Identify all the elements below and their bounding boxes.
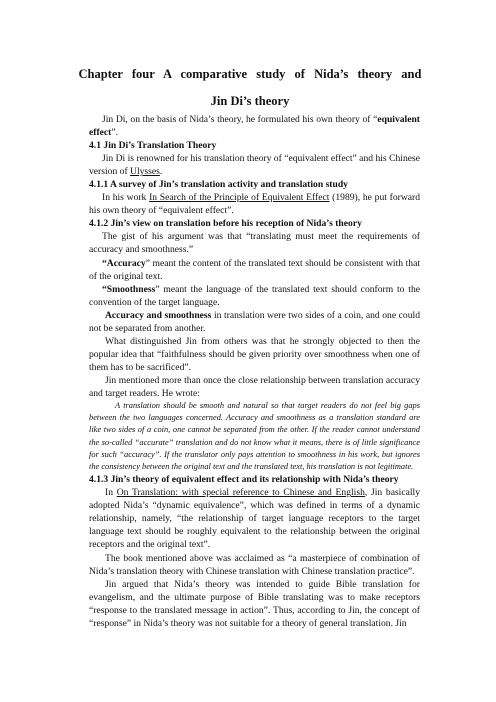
- p41-text-b: .: [159, 166, 163, 178]
- coin-text: in translation were two sides of a coin, and one could not be separated from another.: [89, 309, 420, 334]
- chapter-title-line-2: Jin Di’s theory: [210, 94, 290, 108]
- ulysses-link[interactable]: Ulysses: [130, 166, 160, 178]
- accuracy-text: ” meant the content of the translated text should be consistent with that of the original text.: [89, 257, 420, 282]
- p411-text-a: In his work: [102, 192, 150, 204]
- paragraph-4-1: [89, 152, 420, 178]
- paragraph-coin: [89, 309, 420, 335]
- section-heading-4-1-2: 4.1.2 Jin’s view on translation before his reception of Nida’s theory: [89, 218, 362, 230]
- paragraph-smoothness: [89, 283, 420, 309]
- p411-text-b: (1989), he put forward his own theory of “equivalent effect”.: [89, 192, 420, 217]
- block-quote: A translation should be smooth and natural so that target readers do not feel big gaps between the two languages concerned. Accuracy and smoothness as a translation standard are like two sides of a coin, one cannot be separated from the other. If the reader cannot understand the so-called “accurate” translation and do not know what it means, there is of little significance for such “accuracy”. If the translator only pays attention to smoothness in his work, but ignores the consistency between the original text and the translated text, his translation is not legitimate.: [89, 401, 420, 472]
- paragraph-accuracy: [89, 257, 420, 283]
- paragraph-argued: Jin argued that Nida’s theory was intended to guide Bible translation for evangelism, and the ultimate purpose of Bible translating was to make receptors “response to the translated message in action”. Thus, according to Jin, the concept of “response” in Nida’s theory was not suitable for a theory of general translation. Jin: [89, 578, 420, 629]
- section-heading-4-1-3: 4.1.3 Jin’s theory of equivalent effect and its relationship with Nida’s theory: [89, 474, 399, 486]
- coin-bold: Accuracy and smoothness: [105, 309, 212, 321]
- paragraph-distinguished: What distinguished Jin from others was that he strongly objected to then the popular idea that “faithfulness should be given priority over smoothness when one of them has to be sacrificed”.: [89, 335, 420, 373]
- p413-text-b: , Jin basically adopted Nida’s “dynamic equivalence”, which was defined in terms of a dynamic relationship, namely, “the relationship of target language receptors to the target language text should be roughly equivalent to the relationship between the original receptors and the original text”.: [89, 487, 420, 551]
- section-heading-4-1-1: 4.1.1 A survey of Jin’s translation activity and translation study: [89, 179, 348, 191]
- smoothness-text: ” meant the language of the translated text should conform to the convention of the target language.: [89, 283, 420, 308]
- p413-text-a: In: [105, 487, 117, 499]
- intro-paragraph: [89, 113, 420, 139]
- on-translation-book-link[interactable]: On Translation: with special reference to Chinese and English: [116, 487, 365, 499]
- intro-text-a: Jin Di, on the basis of Nida’s theory, he formulated his own theory of “: [102, 114, 378, 125]
- intro-text-b: ”.: [111, 127, 119, 139]
- paragraph-gist: [89, 230, 420, 256]
- accuracy-bold: “Accuracy: [102, 257, 146, 269]
- paragraph-4-1-1: [89, 191, 420, 217]
- paragraph-mentioned: Jin mentioned more than once the close relationship between translation accuracy and target readers. He wrote:: [89, 374, 420, 399]
- equivalent-effect-book-link[interactable]: In Search of the Principle of Equivalent Effect: [149, 192, 330, 204]
- p41-text-a: Jin Di is renowned for his translation theory of “equivalent effect” and his Chinese version of: [89, 153, 420, 178]
- smoothness-bold: “Smoothness: [102, 283, 156, 295]
- document-body: [89, 113, 420, 630]
- intro-bold-term: equivalent effect: [89, 114, 420, 139]
- gist-text: The gist of his argument was that “translating must meet the requirements of accuracy and smoothness.”: [89, 231, 420, 256]
- chapter-title-line-1: Chapter four A comparative study of Nida’s theory and: [78, 67, 422, 81]
- paragraph-acclaimed: The book mentioned above was acclaimed as “a masterpiece of combination of Nida’s translation theory with Chinese translation with Chinese translation practice”.: [89, 552, 420, 577]
- paragraph-4-1-3: [89, 486, 420, 551]
- section-heading-4-1: 4.1 Jin Di’s Translation Theory: [89, 140, 217, 152]
